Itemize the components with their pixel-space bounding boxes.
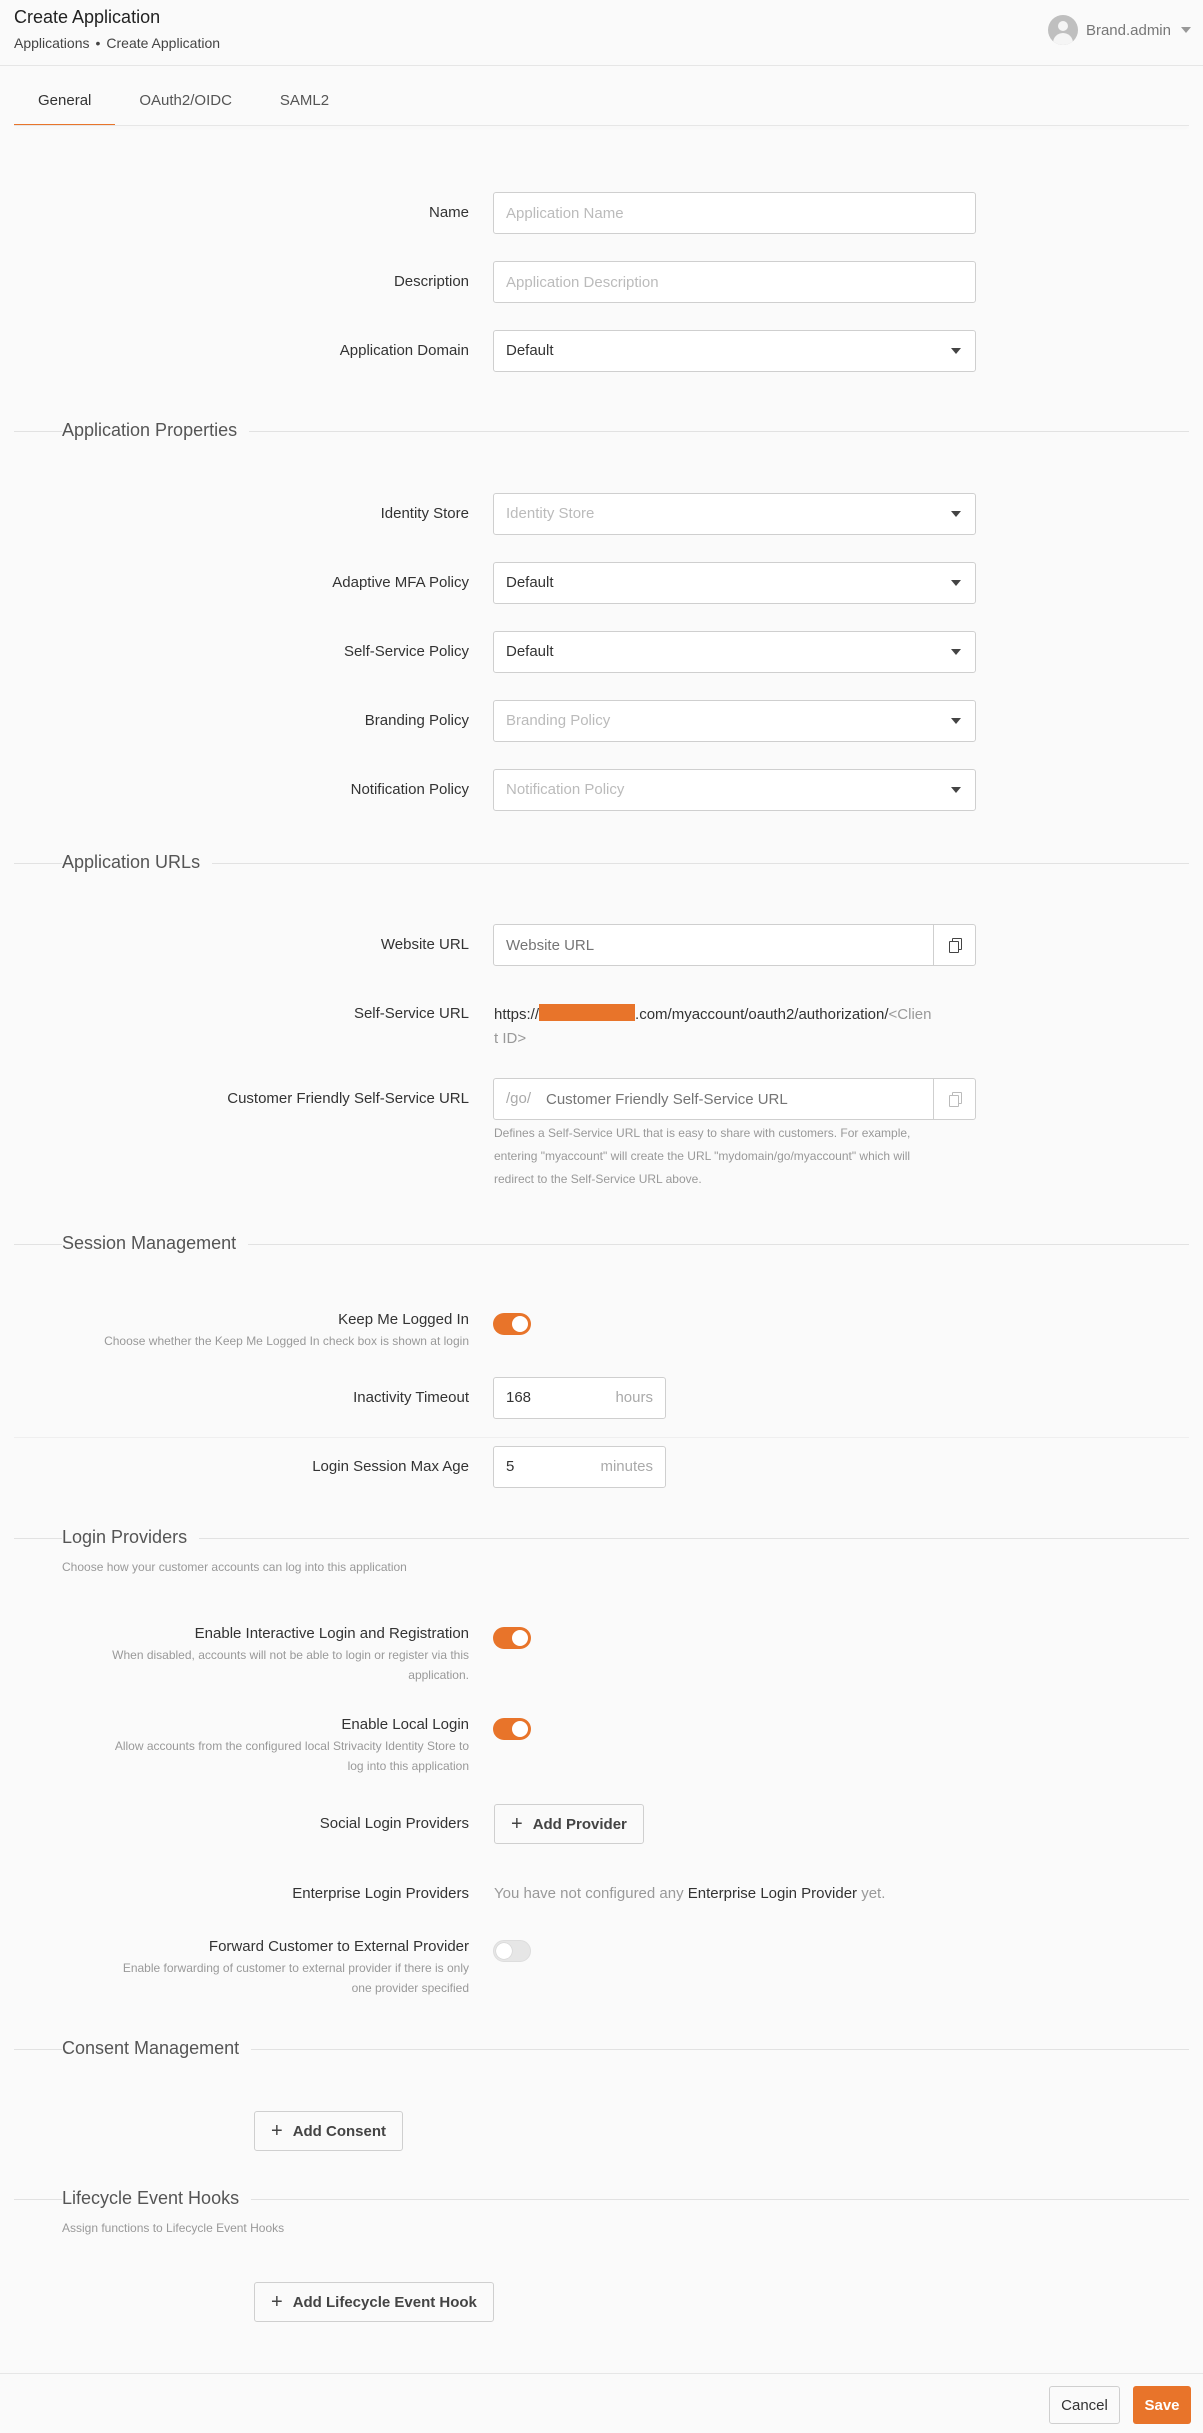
caret-down-icon	[951, 649, 961, 655]
tab-general[interactable]: General	[14, 88, 115, 126]
avatar-icon	[1048, 15, 1078, 45]
inactivity-timeout-value: 168	[506, 1389, 532, 1406]
notification-policy-label: Notification Policy	[350, 781, 469, 798]
copy-icon	[949, 938, 961, 952]
toggle-knob	[496, 1943, 512, 1959]
inactivity-timeout-label: Inactivity Timeout	[353, 1389, 469, 1406]
chevron-down-icon	[1181, 27, 1191, 33]
website-url-copy-button[interactable]	[933, 924, 976, 966]
tab-bar	[14, 88, 353, 126]
sublabel-line: application.	[408, 1668, 469, 1682]
identity-store-select[interactable]	[493, 493, 976, 535]
self-service-policy-value: Default	[506, 643, 554, 660]
friendly-url-prefix: /go/	[506, 1090, 532, 1107]
plus-icon: +	[511, 1813, 523, 1835]
client-id-placeholder-b: t ID>	[494, 1030, 527, 1047]
enterprise-login-label: Enterprise Login Providers	[292, 1885, 469, 1902]
inactivity-timeout-unit: hours	[615, 1389, 653, 1406]
sublabel-line: Allow accounts from the configured local Strivacity Identity Store to	[114, 1739, 469, 1753]
enterprise-msg-b: yet.	[861, 1885, 886, 1902]
friendly-url-help	[494, 1122, 910, 1191]
caret-down-icon	[951, 511, 961, 517]
caret-down-icon	[951, 718, 961, 724]
friendly-url-label: Customer Friendly Self-Service URL	[227, 1090, 469, 1107]
notification-policy-placeholder: Notification Policy	[506, 781, 625, 798]
save-button[interactable]: Save	[1133, 2386, 1191, 2424]
keep-logged-in-toggle[interactable]	[493, 1313, 531, 1335]
enterprise-login-provider-link[interactable]: Enterprise Login Provider	[687, 1885, 858, 1902]
website-url-input[interactable]	[494, 925, 932, 965]
inactivity-timeout-input[interactable]	[493, 1377, 666, 1419]
self-service-policy-label: Self-Service Policy	[343, 643, 469, 660]
login-providers-desc: Choose how your customer accounts can log into this application	[62, 1560, 407, 1574]
interactive-login-toggle[interactable]	[493, 1627, 531, 1649]
section-title-session-management: Session Management	[62, 1233, 248, 1254]
identity-store-placeholder: Identity Store	[506, 505, 595, 522]
name-input[interactable]	[493, 192, 976, 234]
self-service-url-suffix: .com/myaccount/oauth2/authorization/	[635, 1006, 889, 1023]
application-domain-label: Application Domain	[339, 342, 469, 359]
local-login-label: Enable Local Login	[341, 1716, 469, 1733]
enterprise-login-message	[494, 1885, 885, 1902]
toggle-knob	[512, 1316, 528, 1332]
adaptive-mfa-label: Adaptive MFA Policy	[332, 574, 469, 591]
add-lifecycle-hook-button[interactable]	[254, 2282, 494, 2322]
friendly-url-group	[493, 1078, 976, 1120]
tab-saml2[interactable]: SAML2	[279, 92, 330, 109]
adaptive-mfa-select[interactable]	[493, 562, 976, 604]
forward-customer-sublabel	[123, 1958, 469, 1998]
toggle-knob	[512, 1630, 528, 1646]
keep-logged-in-sublabel: Choose whether the Keep Me Logged In check box is shown at login	[104, 1334, 469, 1348]
redacted-domain	[539, 1004, 635, 1021]
breadcrumb-create-application: Create Application	[106, 35, 221, 51]
caret-down-icon	[951, 580, 961, 586]
social-login-label: Social Login Providers	[319, 1815, 469, 1832]
name-label: Name	[428, 204, 469, 221]
help-line: Defines a Self-Service URL that is easy to share with customers. For example,	[494, 1126, 911, 1140]
breadcrumb-separator: •	[95, 35, 101, 51]
help-line: entering "myaccount" will create the URL "mydomain/go/myaccount" which will	[494, 1149, 911, 1163]
enterprise-msg-a: You have not configured any	[494, 1885, 684, 1902]
interactive-login-label: Enable Interactive Login and Registration	[194, 1625, 469, 1642]
divider	[14, 1437, 1189, 1438]
friendly-url-copy-button[interactable]	[933, 1078, 976, 1120]
footer-bar	[0, 2373, 1203, 2433]
max-age-value: 5	[506, 1458, 515, 1475]
tab-oauth2-oidc[interactable]: OAuth2/OIDC	[139, 92, 232, 109]
caret-down-icon	[951, 787, 961, 793]
page-title: Create Application	[14, 7, 161, 27]
identity-store-label: Identity Store	[380, 505, 469, 522]
notification-policy-select[interactable]	[493, 769, 976, 811]
add-consent-button[interactable]	[254, 2111, 403, 2151]
copy-icon	[949, 1092, 961, 1106]
section-title-consent-management: Consent Management	[62, 2038, 251, 2059]
add-lifecycle-hook-label: Add Lifecycle Event Hook	[292, 2293, 477, 2311]
toggle-knob	[512, 1721, 528, 1737]
self-service-policy-select[interactable]	[493, 631, 976, 673]
lifecycle-hooks-desc: Assign functions to Lifecycle Event Hooks	[62, 2221, 285, 2235]
add-consent-label: Add Consent	[292, 2122, 387, 2140]
section-title-lifecycle-event-hooks: Lifecycle Event Hooks	[62, 2188, 251, 2209]
description-label: Description	[393, 273, 469, 290]
description-input[interactable]	[493, 261, 976, 303]
sublabel-line: log into this application	[347, 1759, 469, 1773]
website-url-label: Website URL	[380, 936, 469, 953]
plus-icon: +	[271, 2291, 283, 2313]
user-menu[interactable]	[1048, 15, 1191, 45]
cancel-button[interactable]: Cancel	[1049, 2386, 1120, 2424]
forward-customer-toggle[interactable]	[493, 1940, 531, 1962]
local-login-sublabel	[115, 1736, 469, 1776]
section-title-application-urls: Application URLs	[62, 852, 212, 873]
application-domain-value: Default	[506, 342, 554, 359]
max-age-unit: minutes	[600, 1458, 653, 1475]
forward-customer-label: Forward Customer to External Provider	[208, 1938, 469, 1955]
local-login-toggle[interactable]	[493, 1718, 531, 1740]
max-age-input[interactable]	[493, 1446, 666, 1488]
client-id-placeholder-a: <Clien	[888, 1006, 932, 1023]
top-header	[0, 0, 1203, 66]
section-title-application-properties: Application Properties	[62, 420, 249, 441]
tabs-divider	[14, 125, 1189, 126]
self-service-url-value	[494, 1003, 979, 1051]
self-service-url-label: Self-Service URL	[353, 1005, 469, 1022]
breadcrumb	[14, 35, 220, 51]
website-url-group	[493, 924, 976, 966]
branding-policy-label: Branding Policy	[364, 712, 469, 729]
branding-policy-select[interactable]	[493, 700, 976, 742]
help-line: redirect to the Self-Service URL above.	[494, 1172, 702, 1186]
add-provider-button[interactable]	[494, 1804, 644, 1844]
caret-down-icon	[951, 348, 961, 354]
add-provider-label: Add Provider	[532, 1815, 627, 1833]
friendly-url-input[interactable]	[538, 1079, 932, 1119]
branding-policy-placeholder: Branding Policy	[506, 712, 611, 729]
max-age-label: Login Session Max Age	[312, 1458, 469, 1475]
interactive-login-sublabel	[112, 1645, 469, 1685]
keep-logged-in-label: Keep Me Logged In	[338, 1311, 469, 1328]
section-title-login-providers: Login Providers	[62, 1527, 199, 1548]
application-domain-select[interactable]	[493, 330, 976, 372]
sublabel-line: When disabled, accounts will not be able to login or register via this	[112, 1648, 469, 1662]
self-service-url-prefix: https://	[494, 1006, 540, 1023]
breadcrumb-applications[interactable]: Applications	[14, 35, 90, 51]
adaptive-mfa-value: Default	[506, 574, 554, 591]
sublabel-line: one provider specified	[351, 1981, 469, 1995]
sublabel-line: Enable forwarding of customer to external provider if there is only	[122, 1961, 469, 1975]
username: Brand.admin	[1085, 21, 1171, 39]
plus-icon: +	[271, 2120, 283, 2142]
